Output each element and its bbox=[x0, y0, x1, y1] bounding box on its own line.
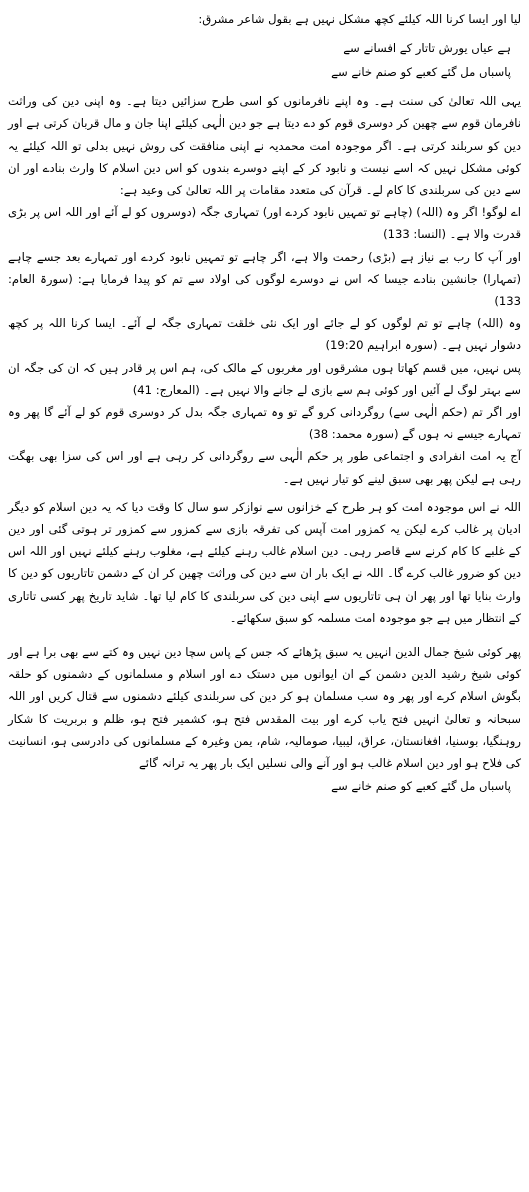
paragraph-sunnah: یہی اللہ تعالیٰ کی سنت ہے۔ وہ اپنے نافرمانوں کو اسی طرح سزائیں دیتا ہے۔ وہ اپنی دین کی وراثت نافرمان قوم سے چھین کر دوسری قوم کو دے دیتا ہے جو دین الٰہی کیلئے اپنا جان و مال قربان کرتی ہے اور دین کو سربلند کرتی ہے۔ اگر موجودہ امت محمدیہ نے اپنی منافقت کی روش نہیں بدلی تو اللہ کیلئے یہ کوئی مشکل نہیں کہ اسے نیست و نابود کر کے اپنے دوسرے بندوں کو اس دین اسلام کا وارث بنادے اور ان سے دین کی سربلندی کا کام لے۔ قرآن کی متعدد مقامات پر اللہ تعالیٰ کی وعید ہے: bbox=[8, 94, 521, 198]
paragraph-ummah-today: آج یہ امت انفرادی و اجتماعی طور پر حکم الٰہی سے روگردانی کر رہی ہے اور اس کی سزا بھی بھگت رہی ہے لیکن پھر بھی سبق لینے کو تیار نہیں ہے۔ bbox=[8, 449, 521, 486]
quran-quote-ibrahim: وہ (اللہ) چاہے تو تم لوگوں کو لے جائے اور ایک نئی خلقت تمہاری جگہ لے آئے۔ ایسا کرنا اللہ پر کچھ دشوار نہیں ہے۔ (سورہ ابراہیم 19:20) bbox=[8, 316, 521, 353]
intro-line: لیا اور ایسا کرنا اللہ کیلئے کچھ مشکل نہیں ہے بقول شاعر مشرق: bbox=[198, 12, 521, 26]
closing-verse: پاسباں مل گئے کعبے کو صنم خانے سے bbox=[331, 779, 511, 794]
quran-quote-anam: اور آپ کا رب بے نیاز ہے (بڑی) رحمت والا ہے، اگر چاہے تو تمہیں نابود کردے اور تمہارے بعد جسے چاہے (تمہارا) جانشین بنادے جیسا کہ اس نے دوسرے لوگوں کی اولاد سے تم کو پیدا فرمایا ہے: (سورۃ العام: 133) bbox=[8, 249, 521, 309]
verse-line-1: ہے عیاں یورش تاتار کے افسانے سے bbox=[343, 41, 511, 56]
quran-quote-nisa: اے لوگو! اگر وہ (اللہ) (چاہے تو تمہیں نابود کردے اور) تمہاری جگہ (دوسروں کو لے آئے اور اللہ اس پر بڑی قدرت والا ہے۔ (النسا: 133) bbox=[8, 205, 521, 242]
quran-quote-maarij: پس نہیں، میں قسم کھاتا ہوں مشرقوں اور مغربوں کے مالک کی، ہم اس پر قادر ہیں کہ ان کی جگہ ان سے بہتر لوگ لے آئیں اور کوئی ہم سے بازی لے جانے والا نہیں ہے۔ (المعارج: 41) bbox=[8, 360, 521, 397]
paragraph-treasures: اللہ نے اس موجودہ امت کو ہر طرح کے خزانوں سے نوازکر سو سال کا وقت دیا کہ یہ دین اسلام کو دیگر ادیان پر غالب کرے لیکن یہ کمزور امت آپس کی تفرقہ بازی سے کمزور سے کمزور تر ہوتی گئی اور دین کے غلبے کا کام کرنے سے قاصر رہی۔ دین اسلام غالب رہنے کیلئے ہے، مغلوب رہنے کیلئے نہیں اور اللہ اس دین کو ضرور غالب کرے گا۔ اللہ نے ایک بار ان سے دین کی وراثت چھین کر ان کے دشمن تاتاریوں کو دین کا وارث بنایا تھا اور پھر ان ہی تاتاریوں سے اپنی دین کی سربلندی کا کام لیا تھا۔ شاید تاریخ پھر کسی تاتاری کے انتظار میں ہے جو موجودہ امت مسلمہ کو سبق سکھائے۔ bbox=[8, 499, 521, 625]
quran-quote-muhammad: اور اگر تم (حکم الٰہی سے) روگردانی کرو گے تو وہ تمہاری جگہ بدل کر دوسری قوم کو لے آئے گا پھر وہ تمہارے جیسے نہ ہوں گے (سورہ محمد: 38) bbox=[8, 405, 521, 442]
verse-line-2: پاسباں مل گئے کعبے کو صنم خانے سے bbox=[331, 65, 511, 80]
paragraph-hope: پھر کوئی شیخ جمال الدین انہیں یہ سبق پڑھائے کہ جس کے پاس سچا دین نہیں وہ کتے سے بھی برا ہے اور کوئی شیخ رشید الدین دشمن کے ان ایوانوں میں دستک دے اور اسلام و مسلمانوں کے دشمنوں کو حلقہ بگوش اسلام کرے اور پھر وہ سب مسلمان ہو کر دین کی سربلندی کیلئے دشمنوں سے قتال کریں اور اللہ سبحانہ و تعالیٰ انہیں فتح یاب کرے اور بیت المقدس فتح ہو، کشمیر فتح ہو، ظلم و بربریت کا شکار روہنگیا، بوسنیا، افغانستان، عراق، لیبیا، صومالیہ، شام، یمن وغیرہ کے مسلمانوں کی دادرسی ہو، انسانیت کی فلاح ہو اور دین اسلام غالب ہو اور آنے والی نسلیں ایک بار پھر یہ ترانہ گائے bbox=[8, 645, 521, 771]
